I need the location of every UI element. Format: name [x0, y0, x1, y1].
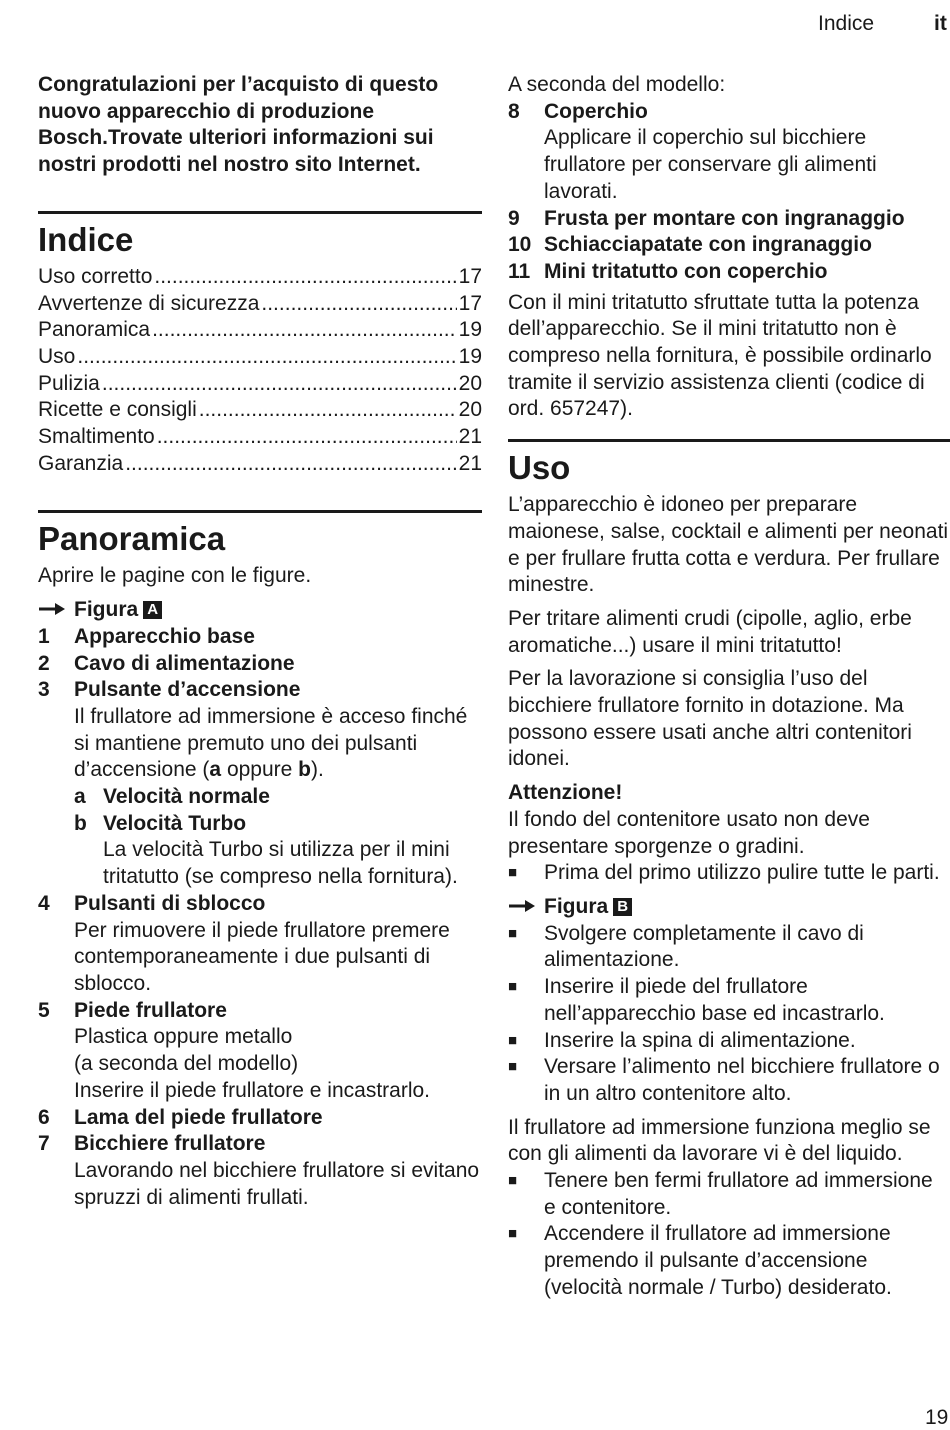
toc-entry[interactable]: Avvertenze di sicurezza ..... 17 [38, 291, 482, 318]
running-header-language: it [934, 12, 947, 35]
list-item: 11 Mini tritatutto con coperchio [508, 259, 828, 283]
figure-letter-badge: B [613, 898, 632, 916]
overview-intro: Aprire le pagine con le figure. [38, 564, 312, 588]
list-item: 10 Schiacciapatate con ingranaggio [508, 233, 872, 257]
toc-section [38, 211, 482, 478]
overview-section [38, 510, 482, 1211]
list-item: 5 Piede frullatore Plastica oppure metallo (a seconda del modello) Inserire il piede frullatore e incastrarlo. [38, 998, 430, 1102]
square-bullet-icon: ■ [508, 1225, 518, 1243]
toc-entry[interactable]: Ricette e consigli ..... 20 [38, 397, 482, 424]
toc-entry[interactable]: Uso corretto ..... 17 [38, 264, 482, 291]
attention-text: Il fondo del contenitore usato non deve presentare sporgenze o gradini. [508, 807, 870, 858]
list-item: 4 Pulsanti di sblocco Per rimuovere il piede frullatore premere contemporaneamente i due pulsanti di sblocco. [38, 891, 450, 995]
arrow-right-icon [508, 894, 544, 921]
arrow-right-icon [38, 597, 74, 624]
intro-paragraph: Congratulazioni per l’acquisto di questo nuovo apparecchio di produzione Bosch.Trovate ulteriori informazioni sui nostri prodotti nel nostro sito Internet. [38, 73, 439, 177]
toc-entry[interactable]: Smaltimento ..... 21 [38, 424, 482, 451]
mini-chopper-paragraph: Con il mini tritatutto sfruttate tutta la potenza dell’apparecchio. Se il mini tritatutto non è compreso nella fornitura, è possibile ordinarlo tramite il servizio assistenza clienti (codice di ord. 657247). [508, 290, 932, 421]
toc-heading: Indice [38, 220, 134, 258]
toc-entry[interactable]: Uso ..... 19 [38, 344, 482, 371]
figure-reference [38, 597, 482, 624]
square-bullet-icon: ■ [508, 864, 518, 882]
running-header-section: Indice [818, 12, 875, 35]
figure-letter-badge: A [143, 601, 162, 619]
attention-title: Attenzione! [508, 781, 623, 805]
bullet-item: ■ Inserire la spina di alimentazione. [508, 1028, 950, 1055]
item-description: Il frullatore ad immersione è acceso finché si mantiene premuto uno dei pulsanti d’accensione (a oppure b). [74, 704, 468, 782]
figure-label: Figura [544, 894, 609, 918]
square-bullet-icon: ■ [508, 1031, 518, 1049]
bullet-item: ■ Tenere ben fermi frullatore ad immersione e contenitore. [508, 1168, 950, 1221]
list-item: 9 Frusta per montare con ingranaggio [508, 206, 905, 230]
page-number: 19 [925, 1406, 949, 1429]
left-column [38, 72, 482, 1211]
right-column [508, 72, 950, 1302]
figure-label: Figura [74, 598, 139, 622]
list-item: 6 Lama del piede frullatore [38, 1105, 323, 1129]
sub-item: b Velocità Turbo La velocità Turbo si utilizza per il mini tritatutto (se compreso nella fornitura). [74, 811, 458, 889]
use-paragraph: Per la lavorazione si consiglia l’uso del bicchiere frullatore fornito in dotazione. Ma possono essere usati anche altri contenitori idonei. [508, 667, 912, 771]
square-bullet-icon: ■ [508, 1172, 518, 1190]
square-bullet-icon: ■ [508, 1058, 518, 1076]
square-bullet-icon: ■ [508, 924, 518, 942]
bullet-item: ■ Prima del primo utilizzo pulire tutte le parti. [508, 860, 950, 887]
toc-entry[interactable]: Panoramica ..... 19 [38, 317, 482, 344]
list-item: 8 Coperchio Applicare il coperchio sul bicchiere frullatore per conservare gli alimenti lavorati. [508, 99, 877, 203]
list-item: 7 Bicchiere frullatore Lavorando nel bicchiere frullatore si evitano spruzzi di alimenti frullati. [38, 1132, 480, 1209]
list-item: 2 Cavo di alimentazione [38, 651, 295, 675]
toc-entry[interactable]: Pulizia ..... 20 [38, 371, 482, 398]
bullet-item: ■ Versare l’alimento nel bicchiere frullatore o in un altro contenitore alto. [508, 1054, 950, 1107]
bullet-item: ■ Svolgere completamente il cavo di alimentazione. [508, 921, 950, 974]
use-paragraph: L’apparecchio è idoneo per preparare maionese, salse, cocktail e alimenti per neonati e per frullare frutta cotta e verdura. Per frullare minestre. [508, 493, 949, 597]
overview-heading: Panoramica [38, 520, 226, 558]
figure-reference [508, 894, 950, 921]
square-bullet-icon: ■ [508, 978, 518, 996]
list-item: 1 Apparecchio base [38, 624, 255, 648]
model-note: A seconda del modello: [508, 73, 726, 96]
toc-entry[interactable]: Garanzia ..... 21 [38, 451, 482, 478]
bullet-item: ■ Accendere il frullatore ad immersione premendo il pulsante d’accensione (velocità normale / Turbo) desiderato. [508, 1221, 950, 1301]
use-section [508, 439, 950, 1301]
list-item: 3 Pulsante d’accensione Il frullatore ad immersione è acceso finché si mantiene premuto uno dei pulsanti d’accensione (a oppure b). a Velocità normale b Velocità Turbo La velocità Turbo si utilizza per il mini tritatutto (se compreso nella fornitura). [38, 677, 482, 891]
use-paragraph: Per tritare alimenti crudi (cipolle, aglio, erbe aromatiche...) usare il mini tritatutto! [508, 606, 912, 657]
sub-item: a Velocità normale [74, 785, 270, 809]
bullet-item: ■ Inserire il piede del frullatore nell’apparecchio base ed incastrarlo. [508, 974, 950, 1027]
liquid-paragraph: Il frullatore ad immersione funziona meglio se con gli alimenti da lavorare vi è del liquido. [508, 1115, 931, 1166]
use-heading: Uso [508, 449, 571, 487]
